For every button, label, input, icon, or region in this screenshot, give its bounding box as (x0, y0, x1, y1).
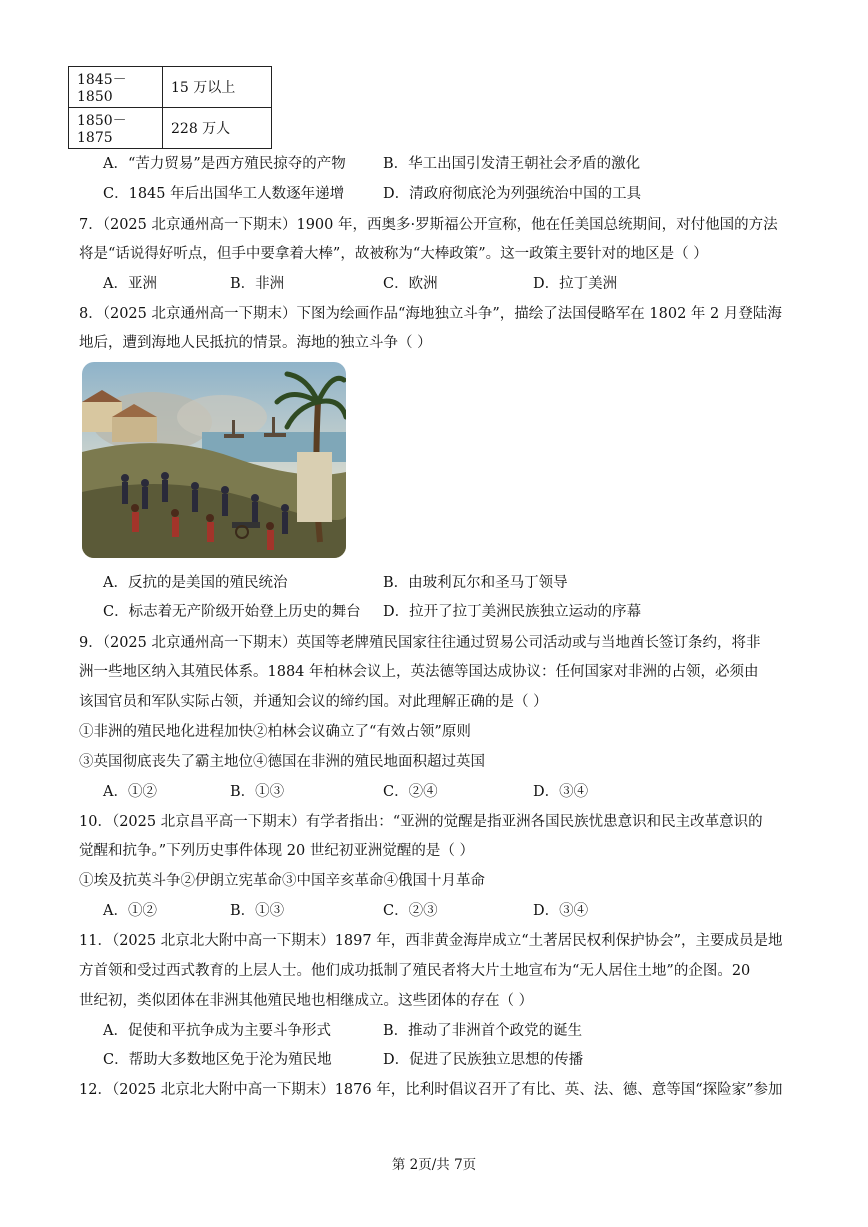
q8-option-c: C．标志着无产阶级开始登上历史的舞台 (103, 604, 361, 620)
q8-stem-line1: 8．（2025 北京通州高一下期末）下图为绘画作品“海地独立斗争”，描绘了法国侵略军在 1802 年 2 月登陆海 (79, 306, 782, 322)
q9-stem-line3: 该国官员和军队实际占领，并通知会议的缔约国。对此理解正确的是（ ） (79, 694, 548, 710)
q11-stem-line3: 世纪初，类似团体在非洲其他殖民地也相继成立。这些团体的存在（ ） (79, 993, 534, 1009)
q6-option-c: C．1845 年后出国华工人数逐年递增 (103, 186, 345, 202)
q7-option-c: C．欧洲 (383, 276, 438, 292)
q9-statements-1: ①非洲的殖民地化进程加快②柏林会议确立了“有效占领”原则 (79, 724, 471, 740)
q10-option-d: D．③④ (533, 903, 589, 919)
q11-option-a: A．促使和平抗争成为主要斗争形式 (103, 1023, 331, 1039)
haiti-independence-painting (82, 362, 346, 558)
q11-stem-line2: 方首领和受过西式教育的上层人士。他们成功抵制了殖民者将大片土地宣布为“无人居住土地”的企图。20 (79, 963, 751, 979)
q8-option-a: A．反抗的是美国的殖民统治 (103, 575, 288, 591)
q6-option-b: B．华工出国引发清王朝社会矛盾的激化 (383, 156, 641, 172)
table-cell-count: 15 万以上 (163, 67, 272, 108)
q9-option-d: D．③④ (533, 784, 589, 800)
q10-option-b: B．①③ (230, 903, 285, 919)
q9-option-a: A．①② (103, 784, 157, 800)
q7-option-b: B．非洲 (230, 276, 285, 292)
table-row (69, 67, 272, 108)
q7-stem-line1: 7．（2025 北京通州高一下期末）1900 年，西奥多·罗斯福公开宣称，他在任美国总统期间，对付他国的方法 (79, 217, 778, 233)
q10-stem-line1: 10．（2025 北京昌平高一下期末）有学者指出：“亚洲的觉醒是指亚洲各国民族忧患意识和民主改革意识的 (79, 814, 763, 830)
q6-option-d: D．清政府彻底沦为列强统治中国的工具 (383, 186, 642, 202)
table-cell-period: 1845－1850 (69, 67, 163, 108)
q8-option-b: B．由玻利瓦尔和圣马丁领导 (383, 575, 568, 591)
q8-option-d: D．拉开了拉丁美洲民族独立运动的序幕 (383, 604, 642, 620)
q10-statements: ①埃及抗英斗争②伊朗立宪革命③中国辛亥革命④俄国十月革命 (79, 873, 485, 889)
q12-stem-line1: 12．（2025 北京北大附中高一下期末）1876 年，比利时倡议召开了有比、英、法、德、意等国“探险家”参加 (79, 1082, 783, 1098)
table-cell-count: 228 万人 (163, 108, 272, 149)
q7-stem-line2: 将是“话说得好听点，但手中要拿着大棒”，故被称为“大棒政策”。这一政策主要针对的地区是（ ） (79, 246, 708, 262)
q11-stem-line1: 11．（2025 北京北大附中高一下期末）1897 年，西非黄金海岸成立“土著居民权利保护协会”，主要成员是地 (79, 933, 783, 949)
table-row (69, 108, 272, 149)
q8-stem-line2: 地后，遭到海地人民抵抗的情景。海地的独立斗争（ ） (79, 335, 432, 351)
q11-option-b: B．推动了非洲首个政党的诞生 (383, 1023, 583, 1039)
page-number: 第 2页/共 7页 (391, 1157, 477, 1173)
emigration-table (68, 66, 272, 149)
q9-statements-2: ③英国彻底丧失了霸主地位④德国在非洲的殖民地面积超过英国 (79, 754, 485, 770)
q7-option-a: A．亚洲 (103, 276, 157, 292)
q9-stem-line1: 9．（2025 北京通州高一下期末）英国等老牌殖民国家往往通过贸易公司活动或与当地酋长签订条约，将非 (79, 635, 761, 651)
q6-option-a: A．“苦力贸易”是西方殖民掠夺的产物 (103, 156, 346, 172)
q7-option-d: D．拉丁美洲 (533, 276, 618, 292)
table-cell-period: 1850－1875 (69, 108, 163, 149)
q10-option-a: A．①② (103, 903, 157, 919)
q9-option-c: C．②④ (383, 784, 438, 800)
q10-stem-line2: 觉醒和抗争。”下列历史事件体现 20 世纪初亚洲觉醒的是（ ） (79, 843, 474, 859)
q9-stem-line2: 洲一些地区纳入其殖民体系。1884 年柏林会议上，英法德等国达成协议：任何国家对非洲的占领，必须由 (79, 664, 759, 680)
q11-option-d: D．促进了民族独立思想的传播 (383, 1052, 584, 1068)
q9-option-b: B．①③ (230, 784, 285, 800)
q11-option-c: C．帮助大多数地区免于沦为殖民地 (103, 1052, 332, 1068)
q10-option-c: C．②③ (383, 903, 438, 919)
